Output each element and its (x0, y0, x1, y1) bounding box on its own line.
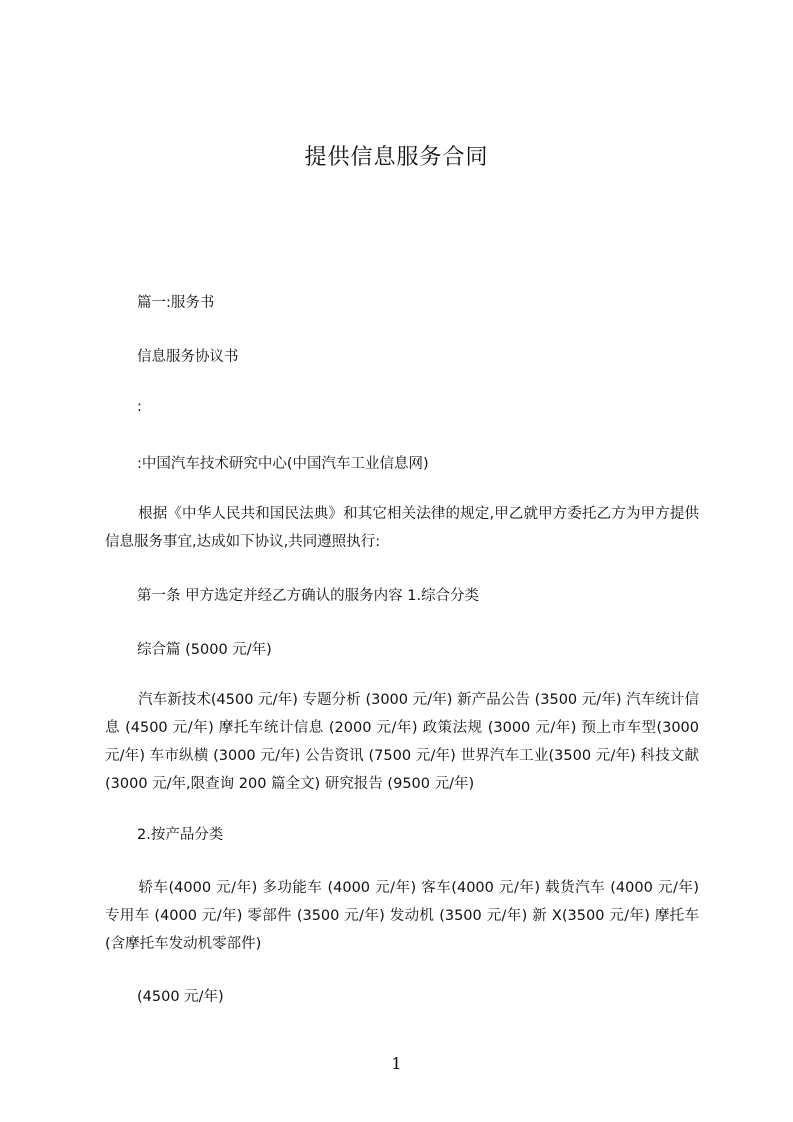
comprehensive-paragraph (105, 686, 699, 798)
article-one-heading: 第一条 甲方选定并经乙方确认的服务内容 1.综合分类 (137, 588, 480, 604)
section-heading: 篇一:服务书 (137, 295, 215, 311)
document-title: 提供信息服务合同 (304, 145, 489, 170)
intro-paragraph (105, 500, 699, 556)
last-price-line: (4500 元/年) (137, 989, 224, 1005)
product-paragraph-text: 轿车(4000 元/年) 多功能车 (4000 元/年) 客车(4000 元/年) 载货汽车 (4000 元/年) 专用车 (4000 元/年) 零部件 (3500 元/年) 发动机 (3500 元/年) 新 X(3500 元/年) 摩托车(含摩托车发动机零部件) (105, 880, 699, 952)
intro-paragraph-text: 根据《中华人民共和国民法典》和其它相关法律的规定,甲乙就甲方委托乙方为甲方提供信息服务事宜,达成如下协议,共同遵照执行: (105, 506, 699, 550)
comprehensive-item: 综合篇 (5000 元/年) (137, 642, 272, 658)
comprehensive-paragraph-text: 汽车新技术(4500 元/年) 专题分析 (3000 元/年) 新产品公告 (3500 元/年) 汽车统计信息 (4500 元/年) 摩托车统计信息 (2000 元/年) 政策法规 (3000 元/年) 预上市车型(3000 元/年) 车市纵横 (3000 元/年) 公告资讯 (7500 元/年) 世界汽车工业(3500 元/年) 科技文献(3000 元/年,限查询 200 篇全文) 研究报告 (9500 元/年) (105, 692, 699, 792)
party-a-line: : (137, 399, 142, 415)
party-b-line: :中国汽车技术研究中心(中国汽车工业信息网) (137, 456, 429, 472)
product-category-heading: 2.按产品分类 (137, 827, 224, 843)
page-number: 1 (391, 1054, 402, 1073)
product-paragraph (105, 874, 699, 958)
doc-subtitle: 信息服务协议书 (137, 349, 239, 365)
